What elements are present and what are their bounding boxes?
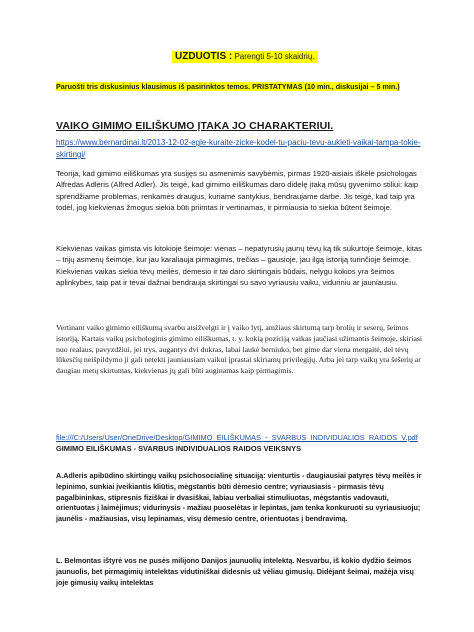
- file-title: GIMIMO EILIŠKUMAS - SVARBUS INDIVIDUALIOS RAIDOS VEIKSNYS: [56, 444, 302, 453]
- file-reference: [56, 432, 426, 454]
- task-title: UZDUOTIS :: [175, 51, 233, 62]
- section-heading: VAIKO GIMIMO EILIŠKUMO ĮTAKA JO CHARAKTERIUI.: [56, 120, 334, 132]
- file-link[interactable]: file:///C:/Users/User/OneDrive/Desktop/GIMIMO_EILIŠKUMAS_-_SVARBUS_INDIVIDUALIOS_RAIDOS_V.pdf: [56, 433, 418, 442]
- paragraph-adler-theory: Teorija, kad gimimo eiliškumas yra susijęs su asmenimis savybėmis, pirmas 1920-aisiais iškėlė psichologas Alfredas Adleris (Alfred Adler). Jis teigė, kad gimimo eiliškumas daro didelę įtaką mūsų gyvenimo stiliui: kaip sprendžiame problemas, renkamės draugus, kuriame santykius, bendraujame darbe. Jis teigė, kad taip yra todėl, jog kiekvienas žmogus siekia būti priimtas ir vertinamas, ir pirmiausia to siekia būtent šeimoje.: [56, 169, 419, 213]
- paragraph-family-context: Kiekvienas vaikas gimsta vis kitokioje šeimoje: vienas – nepatyrusių jaunų tėvų ką tik sukurtoje šeimoje, kitas – trijų asmenų šeimoje, kur jau karaliauja pirmagimis, trečias – gausioje, jau ilgą istoriją turinčioje šeimoje. Kiekvienas vaikas siekia tėvų meilės, dėmesio ir tai daro skirtingais būdais, nelygu kokios yra šeimos aplinkybės, taip pat ir tėvai dažnai bendrauja skirtingai su savo vyriausiu vaiku, viduriniu ar jauniausiu.: [56, 244, 422, 288]
- paragraph-adler-children: A.Adleris apibūdino skirtingų vaikų psichosocialinę situaciją: vienturtis - daugiausiai patyręs tėvų meilės ir lepinimo, sunkiai įveikiantis kliūtis, mėgstantis būti dėmesio centre; vyriausiasis - pirmasis tėvų pagalbininkas, stipresnis fiziškai ir dvasiškai, labiau verbaliai stimuliuotas, mėgstantis vadovauti, orientuotas į laimėjimus; vidurinysis - mažiau puoselėtas ir lepintas, jam tenka konkuruoti su vyriausiuoju; jaunėlis - mažiausias, visų lepinamas, visų dėmesio centre, orientuotas į bendravimą.: [56, 471, 422, 524]
- task-box: [172, 51, 318, 63]
- preparation-instructions: [56, 81, 416, 92]
- preparation-text: Paruošti tris diskusinius klausimus iš pasirinktos temos. PRISTATYMAS (10 min., diskusijai – 5 min.): [56, 82, 400, 91]
- task-subtitle: Parengti 5-10 skaidrių.: [234, 52, 315, 61]
- paragraph-birth-order-factors: Vertinant vaiko gimimo eiliškumą svarbu atsižvelgti ir į vaiko lytį, amžiaus skirtumą tarp brolių ir seserų, šeimos istoriją. Kartais vaikų psichologinis gimimo eiliškumas, t. y. kokią poziciją vaikas jaučiasi užimantis šeimoje, skiriasi nuo realaus, pavyzdžiui, jei trys, augantys dvi dukras, labai laukė berniuko, bet gime dar viena mergaitė, del tėvų lūkesčių neišpildymo ji gali netekti jauniausiam vaikui įprastai skiriamų privilegijų. Arba jei tarp vaikų yra šešerių ar daugiau metų skirtumas, kiekvienas jų gali būti auginamas kaip pirmagimis.: [56, 323, 423, 376]
- paragraph-belmont-study: L. Belmontas ištyrė vos ne pusės milijono Danijos jaunuolių intelektą. Nesvarbu, iš kokio dydžio šeimos jaunuolis, bet pirmagimių intelektas vidutiniškai didesnis už vėliau gimusių. Didėjant šeimai, mažėja visų joje gimusių vaikų intelektas: [56, 556, 414, 587]
- article-link[interactable]: https://www.bernardinai.lt/2013-12-02-egle-kuraite-zicke-kodel-tu-paciu-tevu-aukleti-vaikai-tampa-tokie-skirtingi/: [56, 138, 421, 159]
